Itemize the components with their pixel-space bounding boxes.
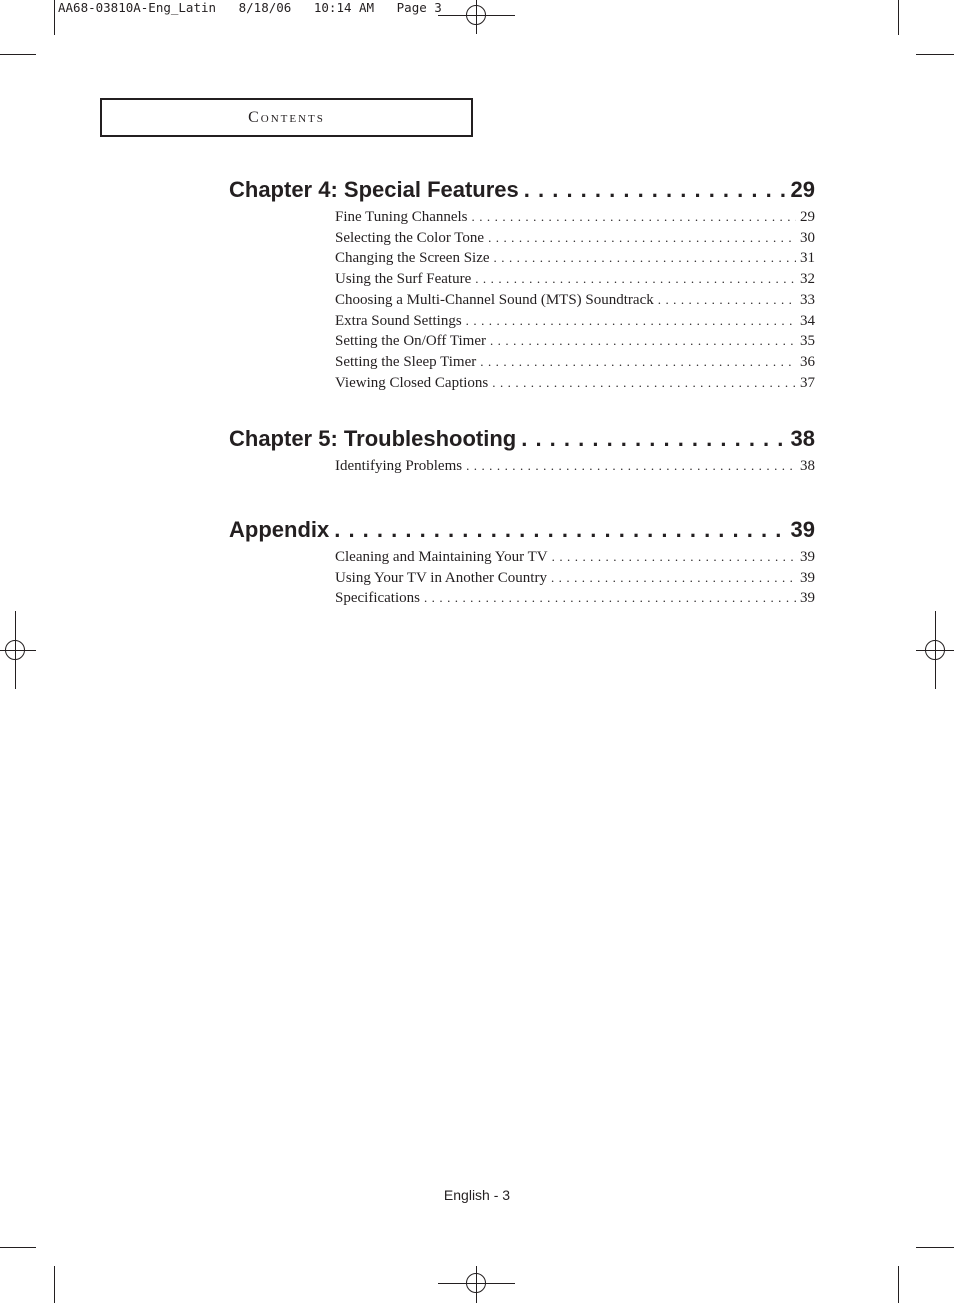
toc-section-chapter-4 [229, 177, 815, 393]
dot-leader [488, 228, 796, 248]
toc-chapter-heading[interactable] [229, 426, 815, 452]
toc-section-chapter-5 [229, 426, 815, 477]
entry-page: 38 [800, 458, 815, 474]
entry-title: Choosing a Multi-Channel Sound (MTS) Soundtrack [335, 291, 654, 308]
entry-page: 32 [800, 271, 815, 288]
crop-mark-bottom-right-v [898, 1266, 899, 1303]
toc-entry[interactable] [335, 352, 815, 373]
entry-page: 31 [800, 250, 815, 267]
dot-leader [424, 588, 796, 608]
registration-mark-left-circle [5, 640, 25, 660]
crop-mark-top-left-v [54, 0, 55, 35]
dot-leader [521, 426, 785, 452]
registration-mark-right-circle [925, 640, 945, 660]
entry-title: Setting the On/Off Timer [335, 333, 486, 350]
entry-title: Identifying Problems [335, 458, 463, 474]
dot-leader [490, 331, 796, 351]
entry-page: 33 [800, 291, 815, 308]
entry-title: Specifications [335, 590, 420, 607]
chapter-page: 39 [790, 517, 815, 542]
chapter-page: 29 [790, 177, 815, 202]
entry-page: 39 [800, 549, 815, 565]
entry-title: Setting the Sleep Timer [335, 353, 477, 370]
entry-page: 29 [800, 209, 815, 225]
dot-leader [494, 248, 796, 268]
crop-mark-bottom-left-h [0, 1247, 36, 1248]
entry-title: Cleaning and Maintaining Your TV [335, 549, 548, 565]
entry-page: 35 [800, 333, 815, 350]
crop-mark-top-left-h [0, 54, 36, 55]
toc-entry[interactable] [335, 547, 815, 568]
print-slug: AA68-03810A-Eng_Latin 8/18/06 10:14 AM Page 3 [58, 0, 442, 15]
entry-title: Using Your TV in Another Country [335, 569, 547, 586]
chapter-title: Chapter 5: Troubleshooting [229, 426, 517, 451]
chapter-title: Appendix [229, 517, 330, 542]
crop-mark-bottom-left-v [54, 1266, 55, 1303]
contents-header-label: Contents [248, 108, 325, 126]
page-number-label: English - 3 [443, 1187, 511, 1203]
registration-mark-bottom-circle [466, 1273, 486, 1293]
entry-title: Extra Sound Settings [335, 312, 462, 329]
toc-entry[interactable] [335, 331, 815, 352]
toc-entries [335, 547, 815, 609]
toc-entry[interactable] [335, 456, 815, 477]
entry-page: 34 [800, 312, 815, 329]
toc-entry[interactable] [335, 568, 815, 589]
page-footer [0, 1187, 954, 1203]
entry-page: 39 [800, 590, 815, 607]
dot-leader [334, 517, 785, 543]
dot-leader [472, 207, 796, 227]
entry-title: Changing the Screen Size [335, 250, 490, 267]
entry-title: Viewing Closed Captions [335, 374, 489, 391]
dot-leader [524, 177, 786, 203]
chapter-page: 38 [790, 426, 815, 451]
entry-page: 39 [800, 569, 815, 586]
toc-chapter-heading[interactable] [229, 177, 815, 203]
crop-mark-bottom-right-h [916, 1247, 954, 1248]
crop-mark-top-right-h [916, 54, 954, 55]
dot-leader [466, 311, 796, 331]
dot-leader [480, 352, 796, 372]
entry-title: Selecting the Color Tone [335, 229, 485, 246]
toc-section-appendix [229, 517, 815, 609]
dot-leader [466, 456, 796, 476]
entry-title: Using the Surf Feature [335, 271, 472, 288]
dot-leader [492, 373, 796, 393]
contents-header [100, 98, 473, 137]
toc-entries [335, 207, 815, 393]
toc-entry[interactable] [335, 290, 815, 311]
dot-leader [658, 290, 796, 310]
registration-mark-top-circle [466, 5, 486, 25]
toc-entry[interactable] [335, 248, 815, 269]
toc-entry[interactable] [335, 373, 815, 394]
dot-leader [552, 547, 796, 567]
toc-entry[interactable] [335, 207, 815, 228]
entry-page: 37 [800, 374, 815, 391]
entry-title: Fine Tuning Channels [335, 209, 468, 225]
toc-entry[interactable] [335, 311, 815, 332]
toc-chapter-heading[interactable] [229, 517, 815, 543]
dot-leader [475, 269, 796, 289]
entry-page: 30 [800, 229, 815, 246]
toc-entries [335, 456, 815, 477]
entry-page: 36 [800, 353, 815, 370]
toc-entry[interactable] [335, 228, 815, 249]
dot-leader [551, 568, 796, 588]
toc-entry[interactable] [335, 588, 815, 609]
toc-entry[interactable] [335, 269, 815, 290]
chapter-title: Chapter 4: Special Features [229, 177, 519, 202]
crop-mark-top-right-v [898, 0, 899, 35]
